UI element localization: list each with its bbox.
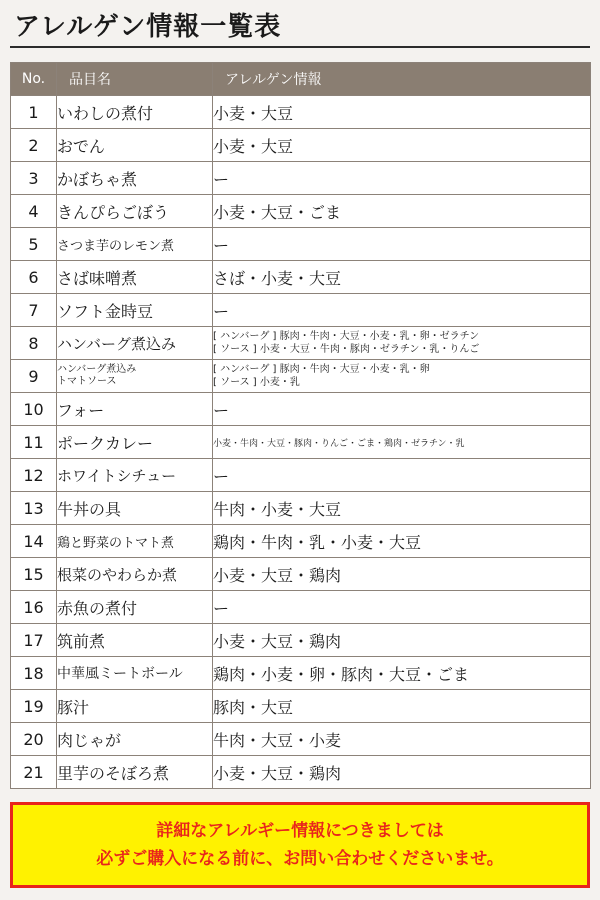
allergen-info: ー bbox=[213, 591, 591, 624]
header-allergen: アレルゲン情報 bbox=[213, 63, 591, 96]
table-row bbox=[11, 96, 591, 129]
row-number: 14 bbox=[11, 525, 57, 558]
row-number: 21 bbox=[11, 756, 57, 789]
allergen-info: 鶏肉・牛肉・乳・小麦・大豆 bbox=[213, 525, 591, 558]
allergen-info: 小麦・大豆・ごま bbox=[213, 195, 591, 228]
item-name: かぼちゃ煮 bbox=[57, 162, 213, 195]
table-row bbox=[11, 525, 591, 558]
allergen-info: さば・小麦・大豆 bbox=[213, 261, 591, 294]
row-number: 16 bbox=[11, 591, 57, 624]
allergen-line-sauce: [ ソース ] 小麦・大豆・牛肉・豚肉・ゼラチン・乳・りんご bbox=[213, 344, 480, 355]
item-name: きんぴらごぼう bbox=[57, 195, 213, 228]
allergen-info: 鶏肉・小麦・卵・豚肉・大豆・ごま bbox=[213, 657, 591, 690]
table-row bbox=[11, 756, 591, 789]
table-row bbox=[11, 360, 591, 393]
allergy-notice-box bbox=[10, 802, 590, 888]
allergen-info: 小麦・大豆 bbox=[213, 129, 591, 162]
table-row bbox=[11, 624, 591, 657]
item-name-line-1: ハンバーグ煮込み bbox=[57, 364, 137, 375]
allergen-info bbox=[213, 360, 591, 393]
table-row bbox=[11, 162, 591, 195]
allergen-info: ー bbox=[213, 228, 591, 261]
row-number: 20 bbox=[11, 723, 57, 756]
row-number: 8 bbox=[11, 327, 57, 360]
item-name: 根菜のやわらか煮 bbox=[57, 558, 213, 591]
row-number: 5 bbox=[11, 228, 57, 261]
item-name: フォー bbox=[57, 393, 213, 426]
table-row bbox=[11, 228, 591, 261]
item-name: 肉じゃが bbox=[57, 723, 213, 756]
row-number: 2 bbox=[11, 129, 57, 162]
row-number: 13 bbox=[11, 492, 57, 525]
page-title: アレルゲン情報一覧表 bbox=[14, 12, 282, 42]
allergen-info: ー bbox=[213, 393, 591, 426]
allergen-info: 小麦・牛肉・大豆・豚肉・りんご・ごま・鶏肉・ゼラチン・乳 bbox=[213, 426, 591, 459]
table-header-row bbox=[11, 63, 591, 96]
item-name: 豚汁 bbox=[57, 690, 213, 723]
allergen-info: 豚肉・大豆 bbox=[213, 690, 591, 723]
item-name: ポークカレー bbox=[57, 426, 213, 459]
allergen-info: ー bbox=[213, 459, 591, 492]
item-name bbox=[57, 360, 213, 393]
table-row bbox=[11, 327, 591, 360]
item-name: さば味噌煮 bbox=[57, 261, 213, 294]
row-number: 12 bbox=[11, 459, 57, 492]
table-row bbox=[11, 129, 591, 162]
row-number: 10 bbox=[11, 393, 57, 426]
row-number: 3 bbox=[11, 162, 57, 195]
row-number: 1 bbox=[11, 96, 57, 129]
table-row bbox=[11, 393, 591, 426]
row-number: 9 bbox=[11, 360, 57, 393]
allergen-info: ー bbox=[213, 294, 591, 327]
allergen-info: 小麦・大豆 bbox=[213, 96, 591, 129]
allergen-info: 小麦・大豆・鶏肉 bbox=[213, 624, 591, 657]
allergen-line-hamburg: [ ハンバーグ ] 豚肉・牛肉・大豆・小麦・乳・卵 bbox=[213, 364, 430, 375]
item-name: いわしの煮付 bbox=[57, 96, 213, 129]
item-name: 牛丼の具 bbox=[57, 492, 213, 525]
row-number: 18 bbox=[11, 657, 57, 690]
table-row bbox=[11, 195, 591, 228]
allergen-info: 牛肉・大豆・小麦 bbox=[213, 723, 591, 756]
item-name: 中華風ミートボール bbox=[57, 657, 213, 690]
table-row bbox=[11, 459, 591, 492]
item-name: ハンバーグ煮込み bbox=[57, 327, 213, 360]
item-name: 赤魚の煮付 bbox=[57, 591, 213, 624]
header-no: No. bbox=[11, 63, 57, 96]
table-row bbox=[11, 492, 591, 525]
table-row bbox=[11, 690, 591, 723]
allergen-info: 小麦・大豆・鶏肉 bbox=[213, 756, 591, 789]
item-name: 筑前煮 bbox=[57, 624, 213, 657]
item-name: 鶏と野菜のトマト煮 bbox=[57, 525, 213, 558]
table-row bbox=[11, 426, 591, 459]
allergen-info: 牛肉・小麦・大豆 bbox=[213, 492, 591, 525]
title-divider bbox=[10, 46, 590, 48]
row-number: 7 bbox=[11, 294, 57, 327]
allergen-info: ー bbox=[213, 162, 591, 195]
table-row bbox=[11, 261, 591, 294]
table-row bbox=[11, 558, 591, 591]
row-number: 17 bbox=[11, 624, 57, 657]
item-name: さつま芋のレモン煮 bbox=[57, 228, 213, 261]
row-number: 4 bbox=[11, 195, 57, 228]
notice-line-1: 詳細なアレルギー情報につきましては bbox=[156, 821, 444, 841]
row-number: 6 bbox=[11, 261, 57, 294]
table-row bbox=[11, 294, 591, 327]
allergen-line-hamburg: [ ハンバーグ ] 豚肉・牛肉・大豆・小麦・乳・卵・ゼラチン bbox=[213, 331, 480, 342]
table-row bbox=[11, 657, 591, 690]
allergen-table bbox=[10, 62, 591, 789]
row-number: 19 bbox=[11, 690, 57, 723]
row-number: 15 bbox=[11, 558, 57, 591]
item-name-line-2: トマトソース bbox=[57, 376, 117, 387]
row-number: 11 bbox=[11, 426, 57, 459]
item-name: ソフト金時豆 bbox=[57, 294, 213, 327]
table-row bbox=[11, 723, 591, 756]
item-name: ホワイトシチュー bbox=[57, 459, 213, 492]
header-item-name: 品目名 bbox=[57, 63, 213, 96]
table-row bbox=[11, 591, 591, 624]
item-name: 里芋のそぼろ煮 bbox=[57, 756, 213, 789]
allergen-info: 小麦・大豆・鶏肉 bbox=[213, 558, 591, 591]
item-name: おでん bbox=[57, 129, 213, 162]
allergen-info bbox=[213, 327, 591, 360]
notice-line-2: 必ずご購入になる前に、お問い合わせくださいませ。 bbox=[96, 849, 504, 869]
allergen-line-sauce: [ ソース ] 小麦・乳 bbox=[213, 377, 300, 388]
